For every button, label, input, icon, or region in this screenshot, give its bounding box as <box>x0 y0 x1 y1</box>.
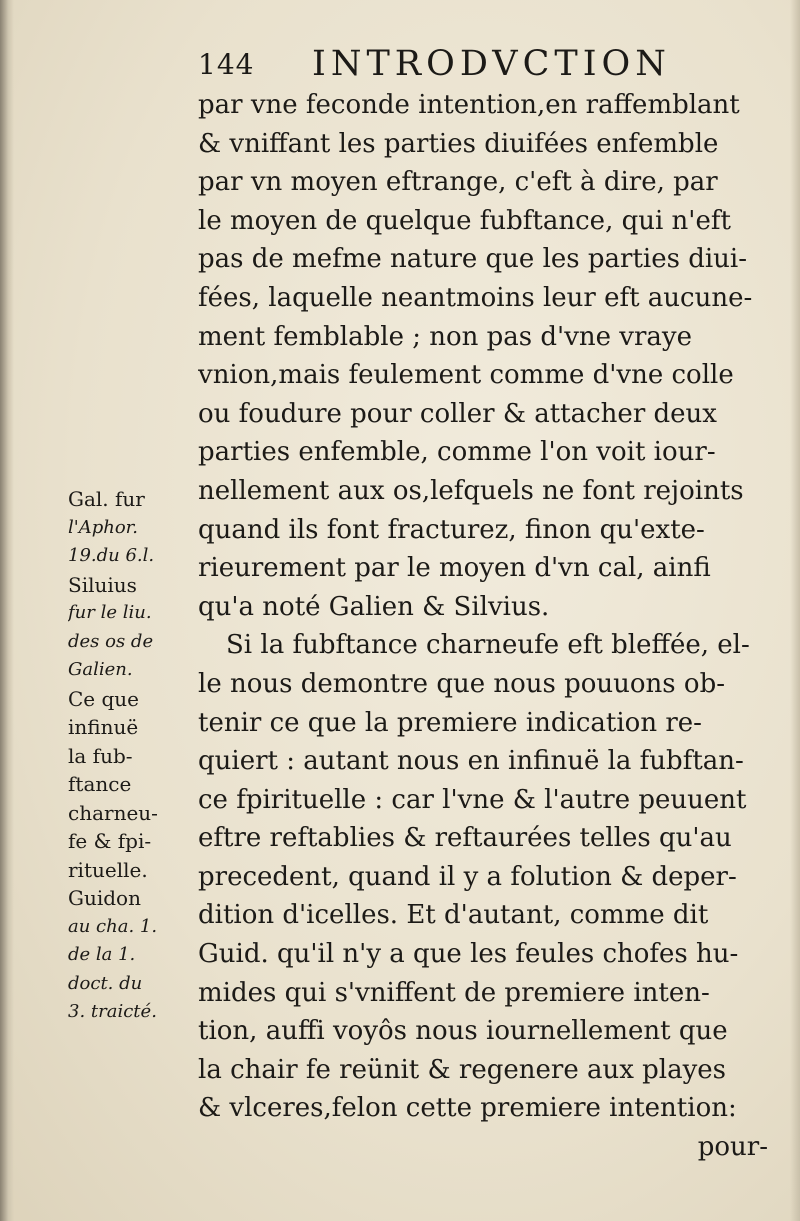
margin-note-line: fe & fpi- <box>68 829 152 853</box>
text-line: quiert : autant nous en infinuë la fubftan- <box>198 746 744 777</box>
margin-note-line: l'Aphor. <box>68 516 139 538</box>
page-edge-shadow <box>790 0 800 1221</box>
margin-notes <box>68 485 194 1027</box>
text-line: vnion,mais feulement comme d'vne colle <box>198 360 734 391</box>
text-line: quand ils font fracturez, finon qu'exte- <box>198 514 705 545</box>
text-line: tion, auffi voyôs nous iournellement que <box>198 1016 728 1047</box>
margin-note-line: doct. du <box>68 972 143 994</box>
text-line: qu'a noté Galien & Silvius. <box>198 591 550 622</box>
margin-note-line: Gal. fur <box>68 487 145 511</box>
text-line: la chair fe reünit & regenere aux playes <box>198 1054 727 1085</box>
text-line: pas de mefme nature que les parties diui- <box>198 244 748 275</box>
text-line: ou foudure pour coller & attacher deux <box>198 398 717 429</box>
margin-note-line: des os de <box>68 630 154 652</box>
text-line: tenir ce que la premiere indication re- <box>198 707 702 738</box>
text-line: ce fpirituelle : car l'vne & l'autre peuuent <box>198 784 747 815</box>
text-line: & vniffant les parties diuifées enfemble <box>198 128 719 159</box>
margin-note-line: rituelle. <box>68 857 148 882</box>
margin-note-line: au cha. 1. <box>68 915 158 937</box>
text-line: & vlceres,felon cette premiere intention: <box>198 1093 737 1124</box>
margin-note-line: charneu- <box>68 800 158 825</box>
text-line: ment femblable ; non pas d'vne vraye <box>198 321 692 352</box>
text-line: eftre reftablies & reftaurées telles qu'au <box>198 823 732 854</box>
margin-note-line: la fub- <box>68 743 133 768</box>
paragraph-start-line: Si la fubftance charneufe eft bleffée, el- <box>226 630 750 661</box>
margin-note-line: infinuë <box>68 715 139 739</box>
running-title: INTRODVCTION <box>312 44 671 84</box>
text-line: dition d'icelles. Et d'autant, comme dit <box>198 900 709 931</box>
text-line: par vn moyen eftrange, c'eft à dire, par <box>198 167 718 198</box>
margin-note-line: Guidon <box>68 886 141 910</box>
page-gutter-shadow <box>0 0 14 1221</box>
text-line: le nous demontre que nous pouuons ob- <box>198 668 725 699</box>
text-line: Guid. qu'il n'y a que les feules chofes hu- <box>198 939 739 970</box>
text-line: fées, laquelle neantmoins leur eft aucune- <box>198 282 753 313</box>
margin-note-line: Ce que <box>68 686 140 711</box>
text-line: rieurement par le moyen d'vn cal, ainfi <box>198 553 711 584</box>
text-line: precedent, quand il y a folution & deper- <box>198 861 737 892</box>
text-line: mides qui s'vniffent de premiere inten- <box>198 977 710 1008</box>
margin-note-line: Galien. <box>68 659 133 680</box>
page-number: 144 <box>198 48 255 81</box>
margin-note-line: 3. traicté. <box>68 1001 157 1022</box>
text-line: par vne feconde intention,en raffemblant <box>198 90 740 120</box>
margin-note-line: ftance <box>68 772 132 796</box>
catchword: pour- <box>697 1132 768 1163</box>
body-text <box>198 86 776 1167</box>
text-line: nellement aux os,lefquels ne font rejoints <box>198 475 744 506</box>
margin-note-line: 19.du 6.l. <box>68 545 155 566</box>
text-line: parties enfemble, comme l'on voit iour- <box>198 437 716 468</box>
text-line: le moyen de quelque fubftance, qui n'eft <box>198 205 731 236</box>
margin-note-line: fur le liu. <box>68 602 152 623</box>
margin-note-line: Siluius <box>68 572 137 597</box>
margin-note-line: de la 1. <box>68 944 136 965</box>
